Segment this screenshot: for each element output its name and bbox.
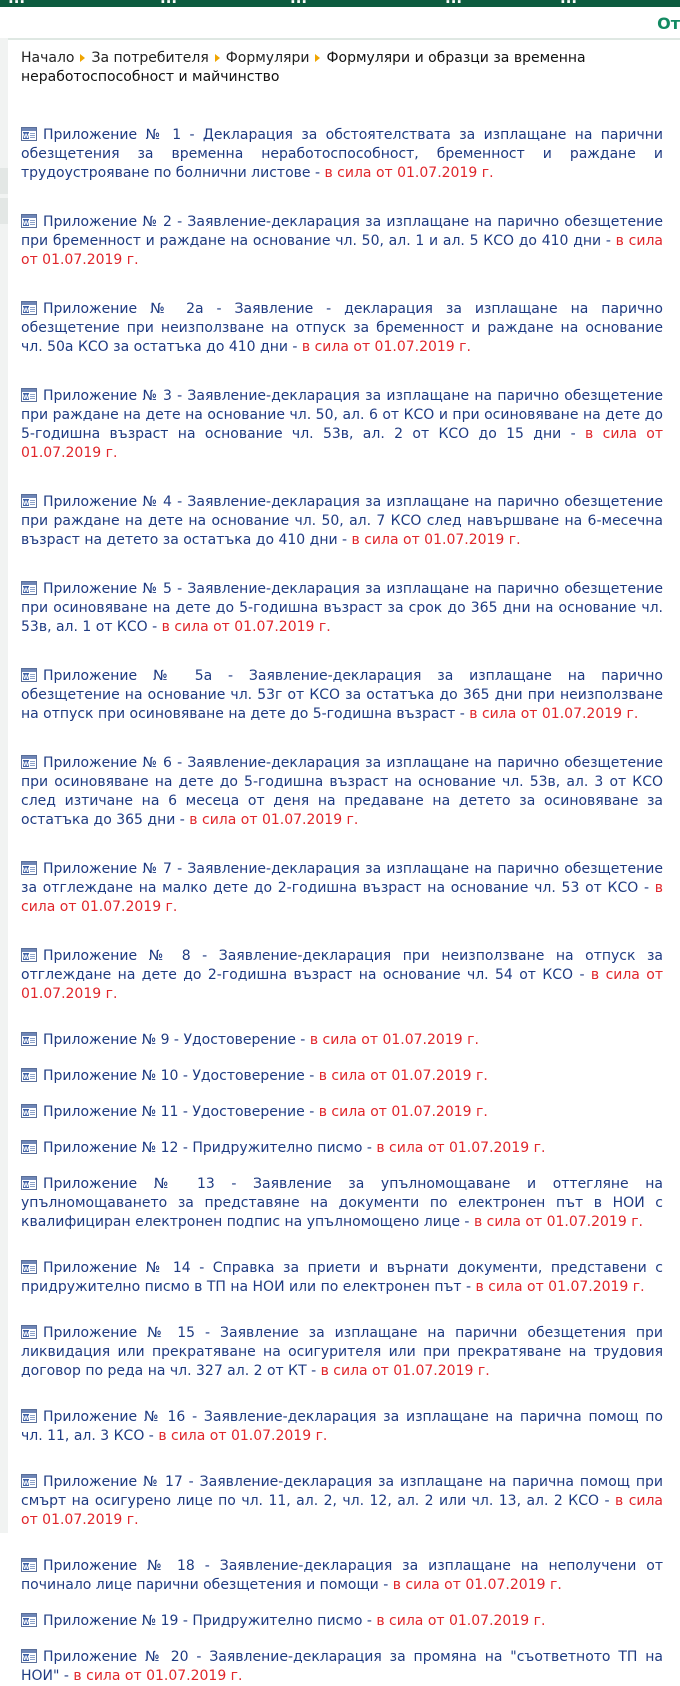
word-document-icon [21, 1176, 37, 1190]
svg-text:W: W [22, 220, 30, 227]
svg-text:W: W [22, 587, 30, 594]
word-document-icon [21, 1649, 37, 1663]
breadcrumb-arrow-icon [215, 54, 220, 62]
svg-text:W: W [22, 1038, 30, 1045]
validity-date: в сила от 01.07.2019 г. [189, 812, 359, 828]
breadcrumb-forms-link[interactable]: Формуляри [225, 50, 310, 66]
word-document-icon [21, 1409, 37, 1423]
validity-date: в сила от 01.07.2019 г. [473, 1214, 643, 1230]
secondary-link-partial[interactable]: От [657, 14, 680, 33]
document-link[interactable]: Приложение № 20 - Заявление-декларация за промяна на "съответното ТП на НОИ" - [21, 1649, 663, 1684]
breadcrumb-current: Формуляри и образци за временна неработоспособност и майчинство [21, 50, 586, 85]
breadcrumb [21, 49, 661, 87]
svg-text:W: W [22, 1564, 30, 1571]
word-document-icon [21, 1032, 37, 1046]
word-document-icon [21, 1068, 37, 1082]
validity-date: в сила от 01.07.2019 г. [324, 165, 494, 181]
document-list [21, 126, 663, 1686]
document-link[interactable]: Приложение № 15 - Заявление за изплащане на парични обезщетения при ликвидация или прекратяване на осигурителя или при прекратяване на трудовия договор по реда на чл. 327 ал. 2 от КТ - [21, 1325, 663, 1379]
document-list-item [21, 947, 663, 1004]
validity-date: в сила от 01.07.2019 г. [21, 1493, 664, 1528]
word-document-icon [21, 1104, 37, 1118]
nav-item-partial[interactable] [8, 0, 25, 7]
word-document-icon [21, 1558, 37, 1572]
svg-text:W: W [22, 1110, 30, 1117]
document-list-item [21, 1408, 663, 1446]
word-document-icon [21, 214, 37, 228]
svg-text:W: W [22, 761, 30, 768]
document-list-item [21, 1612, 663, 1631]
svg-text:W: W [22, 1266, 30, 1273]
nav-item-partial[interactable] [160, 0, 177, 7]
svg-text:W: W [22, 954, 30, 961]
svg-text:W: W [22, 867, 30, 874]
svg-text:W: W [22, 1655, 30, 1662]
breadcrumb-arrow-icon [315, 54, 320, 62]
document-list-item [21, 387, 663, 463]
svg-text:W: W [22, 500, 30, 507]
validity-date: в сила от 01.07.2019 г. [73, 1668, 243, 1684]
document-link[interactable]: Приложение № 1 - Декларация за обстоятелствата за изплащане на парични обезщетения за временна неработоспособност, бременност и раждане и трудоустрояване по болнични листове - [21, 127, 663, 181]
validity-date: в сила от 01.07.2019 г. [469, 706, 639, 722]
document-list-item [21, 667, 663, 724]
svg-text:W: W [22, 1146, 30, 1153]
word-document-icon [21, 301, 37, 315]
document-link[interactable]: Приложение № 13 - Заявление за упълномощаване и оттегляне на упълномощаването за представяне на документи по електронен път в НОИ с квалифициран електронен подпис на упълномощено лице - [21, 1176, 663, 1230]
document-list-item [21, 1067, 663, 1086]
svg-text:W: W [22, 1074, 30, 1081]
validity-date: в сила от 01.07.2019 г. [21, 967, 663, 1002]
document-link[interactable]: Приложение № 8 - Заявление-декларация при неизползване на отпуск за отглеждане на дете до 2-годишна възраст на основание чл. 54 от КСО - [21, 948, 663, 983]
document-link[interactable]: Приложение № 5а - Заявление-декларация за изплащане на парично обезщетение на основание чл. 53г от КСО за остатъка до 365 дни при неизползване на отпуск при осиновяване на дете до 5-годишна възраст - [21, 668, 663, 722]
document-link[interactable]: Приложение № 17 - Заявление-декларация за изплащане на парична помощ при смърт на осигурено лице по чл. 11, ал. 2, чл. 12, ал. 2 или чл. 13, ал. 2 КСО - [21, 1474, 663, 1509]
svg-text:W: W [22, 674, 30, 681]
svg-text:W: W [22, 1619, 30, 1626]
document-list-item [21, 1031, 663, 1050]
validity-date: в сила от 01.07.2019 г. [392, 1577, 562, 1593]
document-link[interactable]: Приложение № 9 - Удостоверение - [43, 1032, 306, 1048]
document-link[interactable]: Приложение № 12 - Придружително писмо - [43, 1140, 372, 1156]
document-list-item [21, 1324, 663, 1381]
breadcrumb-consumer-link[interactable]: За потребителя [91, 50, 209, 66]
document-link[interactable]: Приложение № 14 - Справка за приети и върнати документи, представени с придружително писмо в ТП на НОИ или по електронен път - [21, 1260, 663, 1295]
svg-text:W: W [22, 1331, 30, 1338]
svg-text:W: W [22, 394, 30, 401]
validity-date: в сила от 01.07.2019 г. [318, 1068, 488, 1084]
document-list-item [21, 860, 663, 917]
validity-date: в сила от 01.07.2019 г. [376, 1613, 546, 1629]
document-link[interactable]: Приложение № 7 - Заявление-декларация за изплащане на парично обезщетение за отглеждане на малко дете до 2-годишна възраст на основание чл. 53 от КСО - [21, 861, 663, 896]
sidebar-band [0, 198, 8, 224]
document-list-item [21, 493, 663, 550]
validity-date: в сила от 01.07.2019 г. [158, 1428, 328, 1444]
document-link[interactable]: Приложение № 4 - Заявление-декларация за изплащане на парично обезщетение при раждане на дете на основание чл. 50, ал. 7 КСО след навършване на 6-месечна възраст на детето за остатъка до 410 дни - [21, 494, 663, 548]
svg-text:W: W [22, 133, 30, 140]
document-list-item [21, 126, 663, 183]
word-document-icon [21, 127, 37, 141]
word-document-icon [21, 1325, 37, 1339]
word-document-icon [21, 861, 37, 875]
document-list-item [21, 1473, 663, 1530]
validity-date: в сила от 01.07.2019 г. [320, 1363, 490, 1379]
word-document-icon [21, 581, 37, 595]
document-list-item [21, 1259, 663, 1297]
svg-text:W: W [22, 1415, 30, 1422]
document-link[interactable]: Приложение № 6 - Заявление-декларация за изплащане на парично обезщетение при осиновяване на дете до 5-годишна възраст на основание чл. 53в, ал. 3 от КСО след изтичане на 6 месеца от деня на предаване на детето за осиновяване за остатъка до 365 дни - [21, 755, 663, 828]
word-document-icon [21, 1260, 37, 1274]
svg-text:W: W [22, 307, 30, 314]
svg-text:W: W [22, 1480, 30, 1487]
document-link[interactable]: Приложение № 19 - Придружително писмо - [43, 1613, 372, 1629]
document-list-item [21, 1139, 663, 1158]
validity-date: в сила от 01.07.2019 г. [21, 426, 664, 461]
document-list-item [21, 580, 663, 637]
word-document-icon [21, 388, 37, 402]
document-link[interactable]: Приложение № 2 - Заявление-декларация за изплащане на парично обезщетение при бременност и раждане на основание чл. 50, ал. 1 и ал. 5 КСО до 410 дни - [21, 214, 663, 249]
word-document-icon [21, 1474, 37, 1488]
word-document-icon [21, 494, 37, 508]
left-sidebar-edge [0, 38, 8, 1533]
nav-item-partial[interactable] [290, 0, 307, 7]
breadcrumb-home-link[interactable]: Начало [21, 50, 75, 66]
validity-date: в сила от 01.07.2019 г. [21, 233, 663, 268]
validity-date: в сила от 01.07.2019 г. [161, 619, 331, 635]
validity-date: в сила от 01.07.2019 г. [475, 1279, 645, 1295]
document-link[interactable]: Приложение № 5 - Заявление-декларация за изплащане на парично обезщетение при осиновяване на дете до 5-годишна възраст за срок до 365 дни на основание чл. 53в, ал. 1 от КСО - [21, 581, 663, 635]
sidebar-band [0, 168, 8, 194]
top-navigation-bar [0, 0, 680, 7]
validity-date: в сила от 01.07.2019 г. [301, 339, 471, 355]
nav-item-partial[interactable] [445, 0, 462, 7]
validity-date: в сила от 01.07.2019 г. [318, 1104, 488, 1120]
document-link[interactable]: Приложение № 11 - Удостоверение - [43, 1104, 315, 1120]
word-document-icon [21, 1140, 37, 1154]
word-document-icon [21, 1613, 37, 1627]
document-list-item [21, 1648, 663, 1686]
document-list-item [21, 754, 663, 830]
nav-item-partial[interactable] [560, 0, 577, 7]
document-link[interactable]: Приложение № 2а - Заявление - декларация за изплащане на парично обезщетение при неизползване на отпуск за бременност и раждане на основание чл. 50а КСО за остатъка до 410 дни - [21, 301, 663, 355]
document-list-item [21, 1103, 663, 1122]
word-document-icon [21, 668, 37, 682]
document-link[interactable]: Приложение № 18 - Заявление-декларация за изплащане на неполучени от починало лице парични обезщетения и помощи - [21, 1558, 663, 1593]
validity-date: в сила от 01.07.2019 г. [21, 880, 663, 915]
validity-date: в сила от 01.07.2019 г. [309, 1032, 479, 1048]
document-list-item [21, 1175, 663, 1232]
validity-date: в сила от 01.07.2019 г. [376, 1140, 546, 1156]
document-link[interactable]: Приложение № 10 - Удостоверение - [43, 1068, 315, 1084]
word-document-icon [21, 948, 37, 962]
svg-text:W: W [22, 1182, 30, 1189]
document-list-item [21, 213, 663, 270]
document-link[interactable]: Приложение № 16 - Заявление-декларация за изплащане на парична помощ по чл. 11, ал. 3 КСО - [21, 1409, 663, 1444]
document-list-item [21, 300, 663, 357]
breadcrumb-arrow-icon [80, 54, 85, 62]
secondary-bar [0, 7, 680, 40]
word-document-icon [21, 755, 37, 769]
document-link[interactable]: Приложение № 3 - Заявление-декларация за изплащане на парично обезщетение при раждане на дете на основание чл. 50, ал. 6 от КСО и при осиновяване на дете до 5-годишна възраст на основание чл. 53в, ал. 2 от КСО до 15 дни - [21, 388, 663, 442]
validity-date: в сила от 01.07.2019 г. [351, 532, 521, 548]
document-list-item [21, 1557, 663, 1595]
